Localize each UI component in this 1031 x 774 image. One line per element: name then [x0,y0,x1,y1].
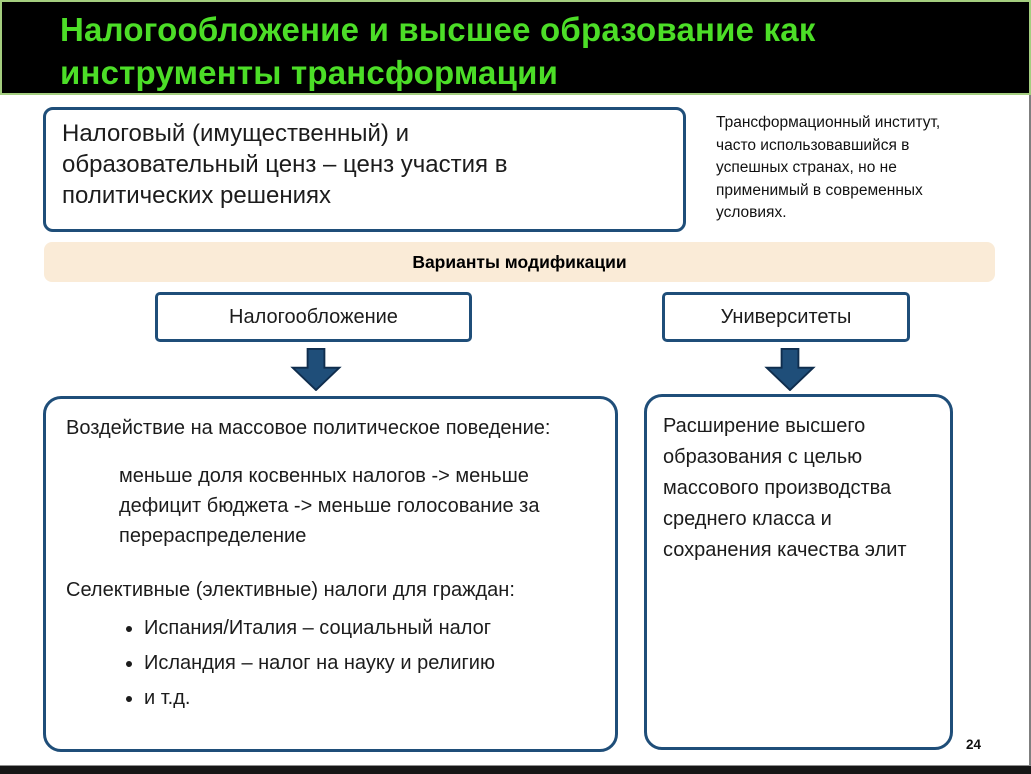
census-definition-box [43,107,686,232]
taxation-chain-text: меньше доля косвенных налогов -> меньше дефицит бюджета -> меньше голосование за перераспределение [119,465,540,547]
slide-title-line-2: инструменты трансформации [60,54,559,91]
branch-box-taxation [155,292,472,342]
branch-box-universities [662,292,910,342]
list-item: • Исландия – налог на науку и религию [144,648,595,678]
branch-label-universities: Университеты [720,305,852,328]
census-definition-line-1: Налоговый (имущественный) и [62,120,409,147]
taxation-detail-box [43,396,618,752]
modification-variants-band [44,242,995,282]
slide-title-line-1: Налогообложение и высшее образование как [60,11,816,48]
slide-title [60,8,816,94]
slide-header [0,0,1031,95]
down-arrow-icon [763,348,817,391]
census-definition-line-2: образовательный ценз – ценз участия в [62,151,508,178]
taxation-examples-list [66,613,595,713]
taxation-heading-behavior: Воздействие на массовое политическое поведение: [66,417,551,439]
taxation-heading-selective: Селективные (элективные) налоги для граждан: [66,579,515,601]
transformation-note: Трансформационный институт, часто использовавшийся в успешных странах, но не применимый в современных условиях. [716,114,941,221]
universities-detail-box [644,394,953,750]
list-item: • Испания/Италия – социальный налог [144,613,595,643]
page-number: 24 [966,737,982,752]
bottom-bar [0,765,1031,774]
list-item: • и т.д. [144,683,595,713]
modification-variants-label: Варианты модификации [412,251,627,272]
down-arrow-icon [289,348,343,391]
universities-text: Расширение высшего образования с целью массового производства среднего класса и сохранения качества элит [663,415,907,561]
census-definition-line-3: политических решениях [62,182,332,209]
branch-label-taxation: Налогообложение [229,305,398,328]
